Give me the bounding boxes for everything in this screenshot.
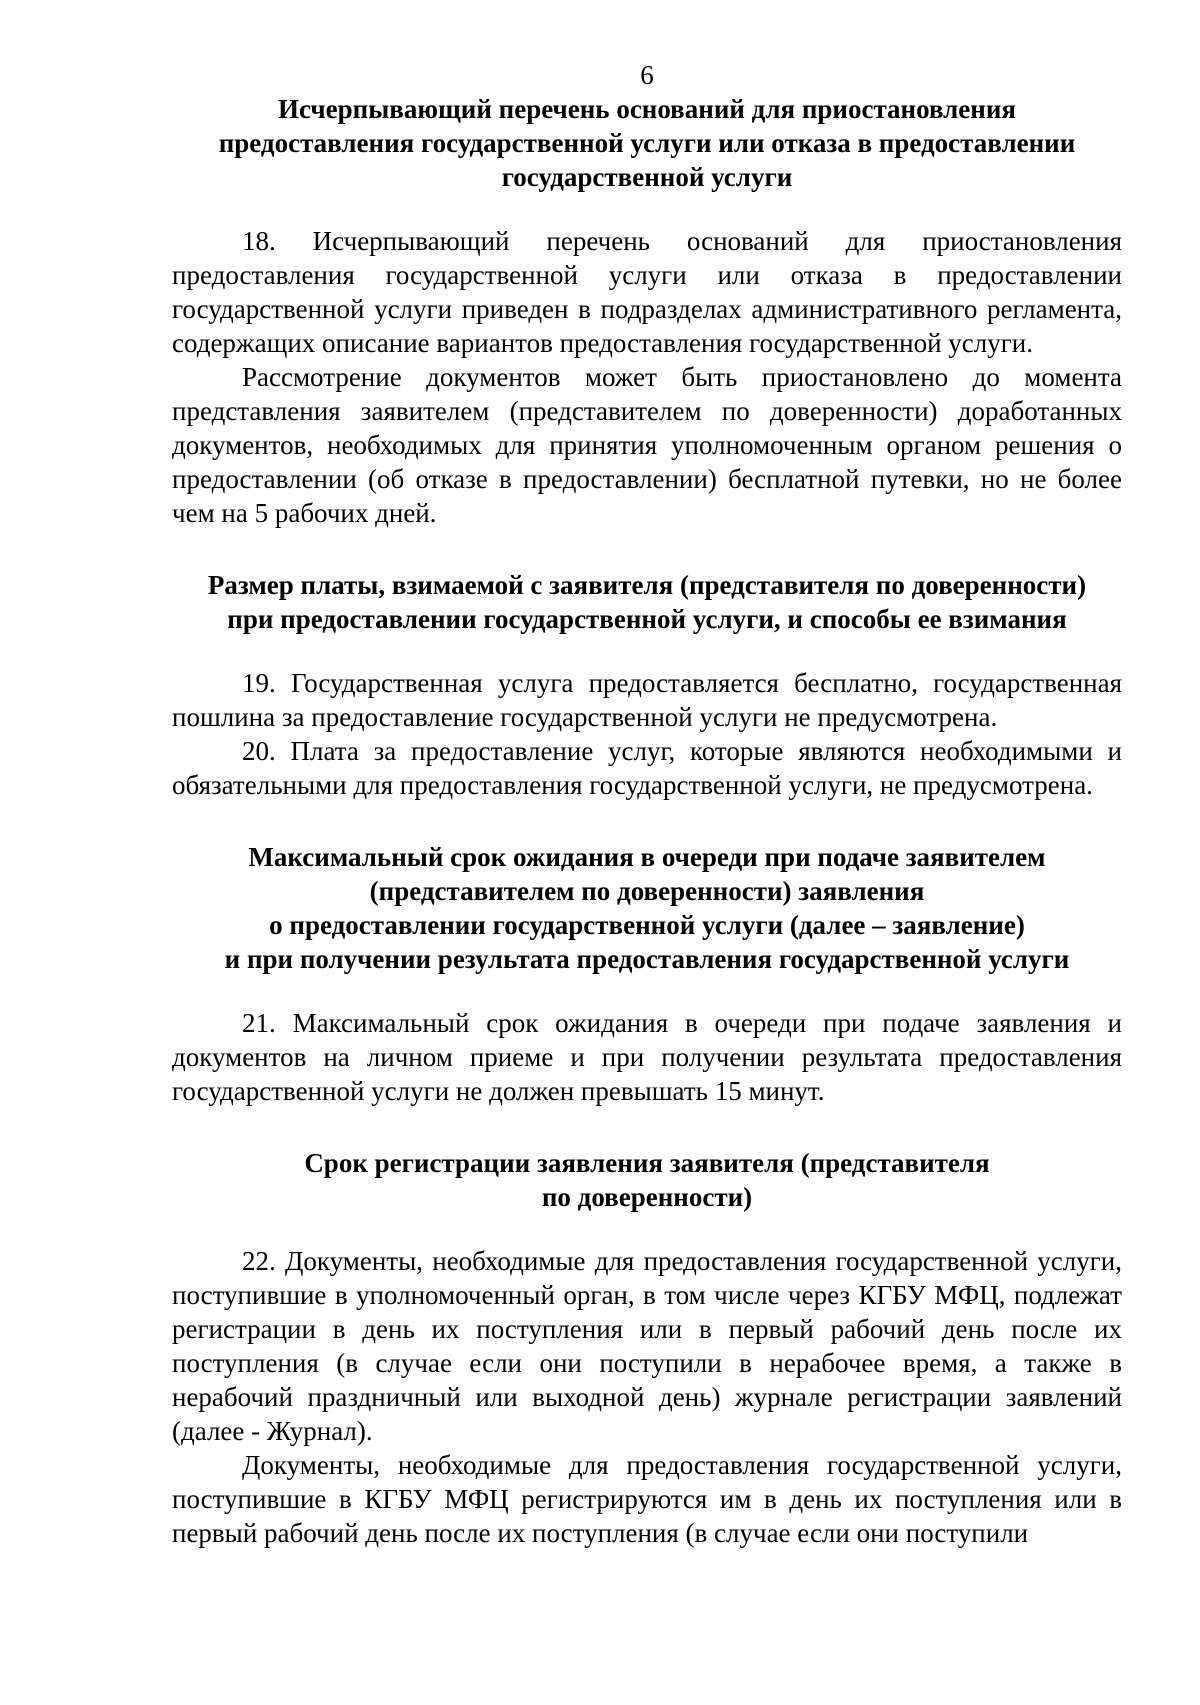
heading-line: о предоставлении государственной услуги (далее – заявление) [269,910,1025,940]
paragraph-suspension-term: Рассмотрение документов может быть приостановлено до момента представления заявителем (представителем по доверенности) доработанных документов, необходимых для принятия уполномоченным органом решения о предоставлении (об отказе в предоставлении) бесплатной путевки, но не более чем на 5 рабочих дней. [172,362,1122,528]
heading-line: и при получении результата предоставления государственной услуги [224,944,1070,974]
section-heading-suspension-grounds [172,92,1122,194]
paragraph-19: 19. Государственная услуга предоставляется бесплатно, государственная пошлина за предоставление государственной услуги не предусмотрена. [172,668,1122,732]
heading-line: Срок регистрации заявления заявителя (представителя [304,1148,990,1178]
section-heading-registration-term [172,1146,1122,1214]
page-number: 6 [640,60,654,90]
document-page [172,58,1122,1550]
paragraph-mfc-registration: Документы, необходимые для предоставления государственной услуги, поступившие в КГБУ МФЦ регистрируются им в день их поступления или в первый рабочий день после их поступления (в случае если они поступили [172,1450,1122,1548]
paragraph-22: 22. Документы, необходимые для предоставления государственной услуги, поступившие в уполномоченный орган, в том числе через КГБУ МФЦ, подлежат регистрации в день их поступления или в первый рабочий день после их поступления (в случае если они поступили в нерабочее время, а также в нерабочий праздничный или выходной день) журнале регистрации заявлений (далее - Журнал). [172,1246,1122,1446]
heading-line: Максимальный срок ожидания в очереди при подаче заявителем [248,842,1046,872]
paragraph-18: 18. Исчерпывающий перечень оснований для приостановления предоставления государственной услуги или отказа в предоставлении государственной услуги приведен в подразделах административного регламента, содержащих описание вариантов предоставления государственной услуги. [172,226,1122,358]
heading-line: при предоставлении государственной услуги, и способы ее взимания [227,604,1067,634]
paragraph-21: 21. Максимальный срок ожидания в очереди при подаче заявления и документов на личном приеме и при получении результата предоставления государственной услуги не должен превышать 15 минут. [172,1008,1122,1106]
heading-line: Размер платы, взимаемой с заявителя (представителя по доверенности) [207,570,1087,600]
section-heading-queue-time [172,840,1122,976]
section-heading-fee [172,568,1122,636]
paragraph-20: 20. Плата за предоставление услуг, которые являются необходимыми и обязательными для предоставления государственной услуги, не предусмотрена. [172,736,1122,800]
heading-line: государственной услуги [501,162,793,192]
heading-line: Исчерпывающий перечень оснований для приостановления [277,94,1017,124]
heading-line: предоставления государственной услуги или отказа в предоставлении [218,128,1076,158]
heading-line: по доверенности) [541,1182,753,1212]
heading-line: (представителем по доверенности) заявления [369,876,925,906]
